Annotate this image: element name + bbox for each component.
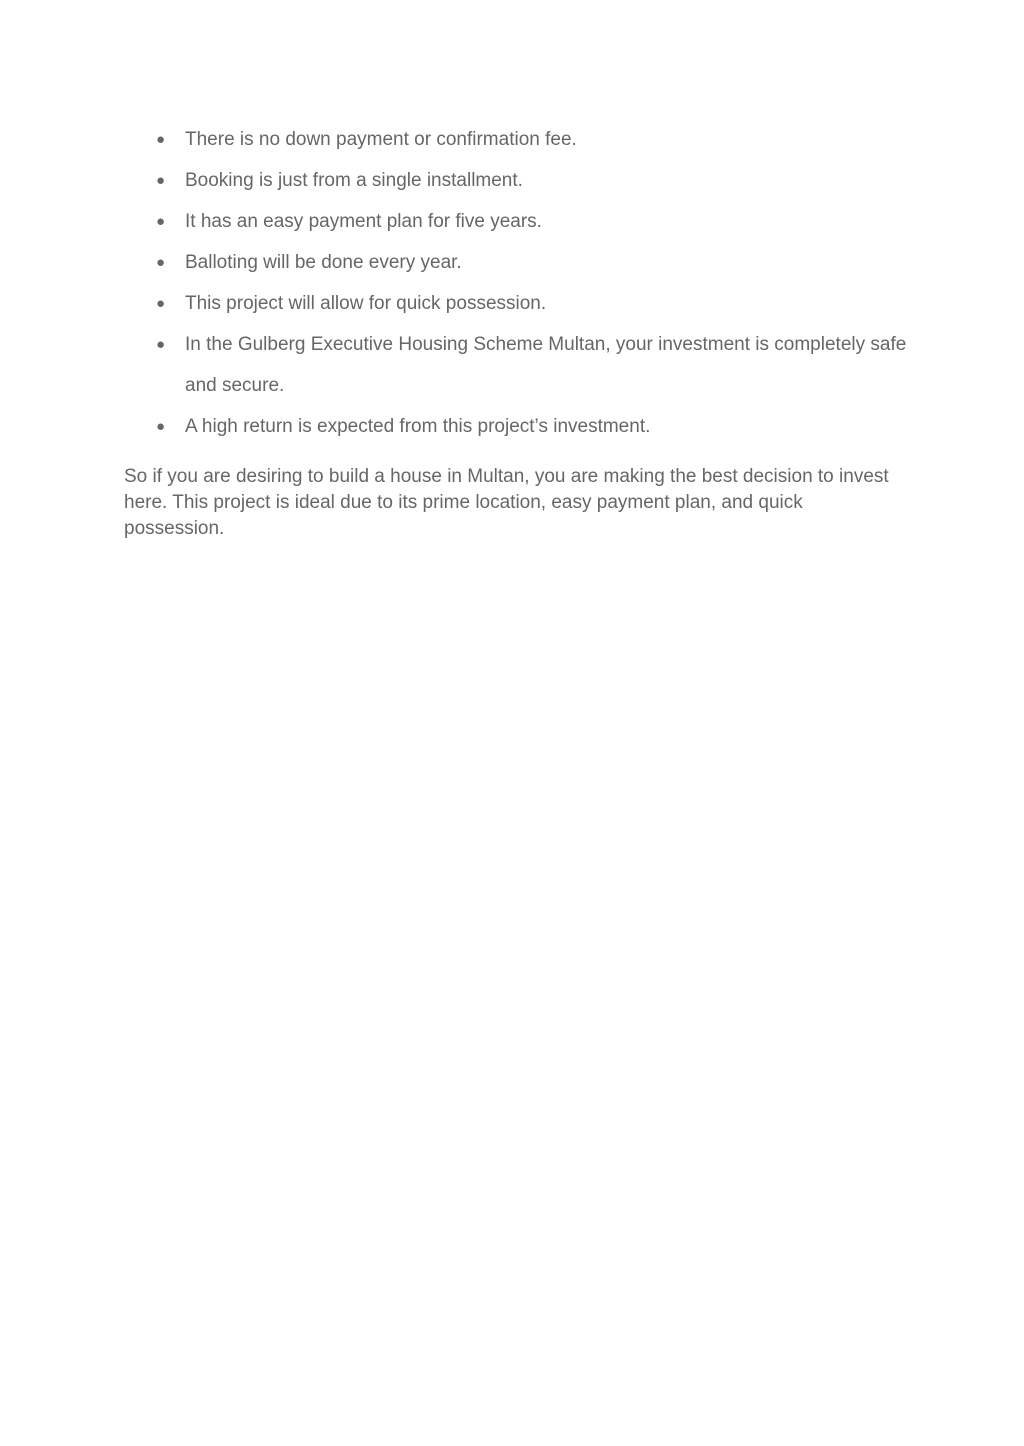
closing-paragraph: So if you are desiring to build a house in Multan, you are making the best decision to invest here. This project is ideal due to its prime location, easy payment plan, and quick possession. <box>124 466 889 539</box>
list-item <box>124 324 914 406</box>
bullet-dot-icon: ● <box>156 213 166 230</box>
list-item <box>124 283 914 324</box>
bullet-dot-icon: ● <box>156 131 166 148</box>
list-item <box>124 201 914 242</box>
list-item-text: It has an easy payment plan for five years. <box>185 211 542 232</box>
list-item <box>124 242 914 283</box>
list-item-text: This project will allow for quick possession. <box>185 293 547 314</box>
bullet-dot-icon: ● <box>156 295 166 312</box>
bullet-dot-icon: ● <box>156 172 166 189</box>
bullet-dot-icon: ● <box>156 418 166 435</box>
list-item-text: In the Gulberg Executive Housing Scheme Multan, your investment is completely safe and secure. <box>185 334 907 396</box>
list-item-text: There is no down payment or confirmation fee. <box>185 129 577 150</box>
list-item-text: Balloting will be done every year. <box>185 252 462 273</box>
list-item <box>124 119 914 160</box>
feature-bullet-list <box>124 119 914 447</box>
list-item <box>124 406 914 447</box>
bullet-dot-icon: ● <box>156 254 166 271</box>
list-item-text: Booking is just from a single installment. <box>185 170 523 191</box>
list-item-text: A high return is expected from this project’s investment. <box>185 416 651 437</box>
list-item <box>124 160 914 201</box>
bullet-dot-icon: ● <box>156 336 166 353</box>
